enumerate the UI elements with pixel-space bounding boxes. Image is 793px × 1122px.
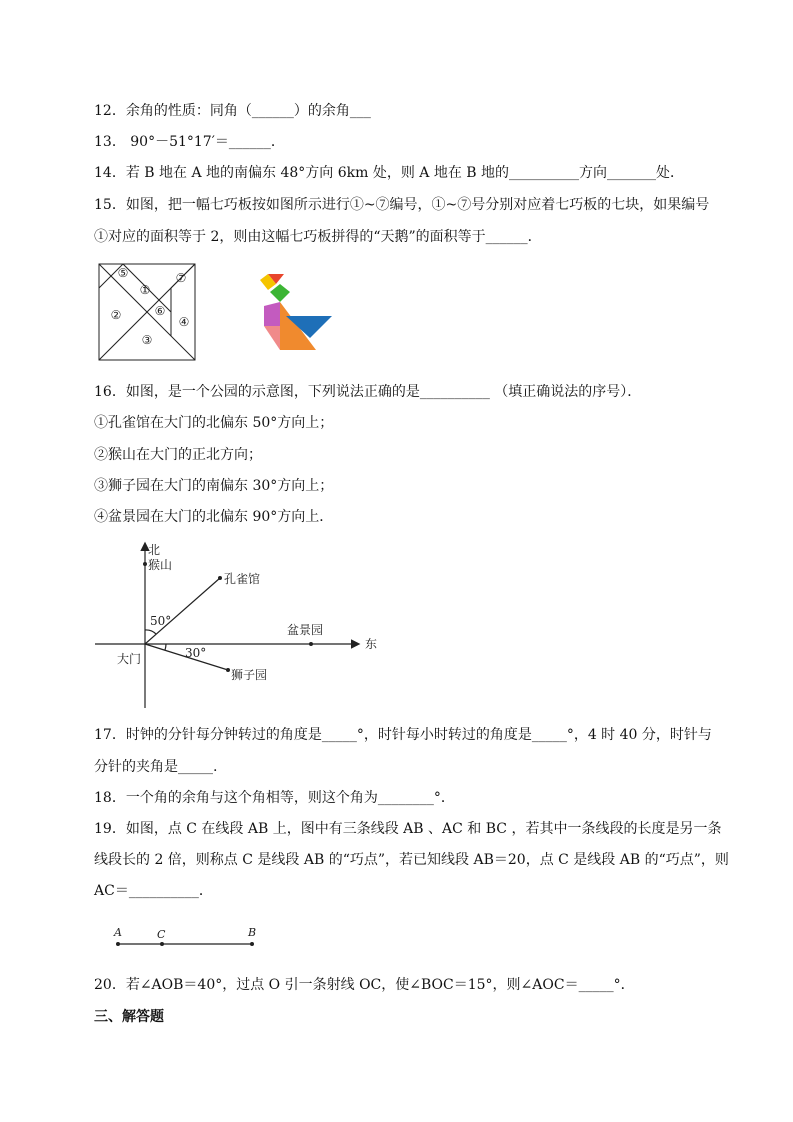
question-17-line2: 分针的夹角是_____. — [94, 759, 218, 775]
question-16-option-3: ③狮子园在大门的南偏东 30°方向上； — [94, 478, 334, 494]
question-16-option-2: ②猴山在大门的正北方向； — [94, 447, 262, 463]
label-angle-30: 30° — [185, 646, 207, 660]
label-peacock: 孔雀馆 — [224, 572, 261, 586]
tangram-label-6: ⑥ — [154, 304, 166, 318]
question-13: 13． 90°－51°17′＝______． — [94, 134, 285, 150]
question-19-line2: 线段长的 2 倍，则称点 C 是线段 AB 的“巧点”，若已知线段 AB＝20，点 C 是线段 AB 的“巧点”，则 — [94, 852, 729, 868]
tangram-label-5: ⑤ — [117, 266, 129, 280]
monkey-point — [143, 562, 147, 566]
angle-arc-north — [145, 630, 156, 634]
tangram-label-3: ③ — [141, 333, 153, 347]
angle-arc-south — [165, 644, 166, 650]
question-15-line2: ①对应的面积等于 2，则由这幅七巧板拼得的“天鹅”的面积等于______． — [94, 229, 542, 245]
question-17-line1: 17．时钟的分针每分钟转过的角度是_____°，时针每小时转过的角度是_____°，4 时 40 分，时针与 — [94, 727, 712, 743]
swan-body-pink — [264, 326, 280, 350]
swan-picture — [258, 270, 334, 354]
tangram-label-1: ① — [139, 283, 151, 297]
tangram-figure — [94, 260, 200, 364]
question-16-option-1: ①孔雀馆在大门的北偏东 50°方向上； — [94, 415, 334, 431]
swan-body-left — [264, 302, 280, 326]
bonsai-point — [309, 642, 313, 646]
point-c — [160, 942, 164, 946]
lion-point — [226, 668, 230, 672]
label-a: A — [114, 926, 122, 939]
swan-neck — [270, 284, 290, 302]
peacock-ray — [145, 578, 220, 644]
segment-figure — [110, 924, 266, 954]
question-15-line1: 15．如图，把一幅七巧板按如图所示进行①~⑦编号，①~⑦号分别对应着七巧板的七块，如果编号 — [94, 197, 710, 213]
question-16-option-4: ④盆景园在大门的北偏东 90°方向上． — [94, 509, 334, 525]
label-monkey: 猴山 — [148, 558, 173, 572]
label-angle-50: 50° — [150, 614, 172, 628]
label-east: 东 — [365, 637, 378, 651]
point-a — [116, 942, 120, 946]
label-c: C — [157, 928, 166, 941]
point-b — [250, 942, 254, 946]
label-lion: 狮子园 — [231, 668, 268, 682]
question-18: 18．一个角的余角与这个角相等，则这个角为________°． — [94, 790, 455, 806]
label-origin: 大门 — [117, 652, 142, 666]
park-map-diagram — [90, 536, 390, 712]
question-19-line1: 19．如图，点 C 在线段 AB 上，图中有三条线段 AB 、AC 和 BC ，若其中一条线段的长度是另一条 — [94, 821, 722, 837]
tangram-label-7: ⑦ — [175, 271, 187, 285]
label-bonsai: 盆景园 — [287, 623, 324, 637]
question-19-line3: AC＝__________． — [94, 883, 213, 899]
tangram-label-2: ② — [110, 308, 122, 322]
question-14: 14．若 B 地在 A 地的南偏东 48°方向 6km 处，则 A 地在 B 地的__________方向_______处． — [94, 165, 685, 181]
label-north: 北 — [148, 543, 161, 557]
question-12: 12．余角的性质：同角（______）的余角___ — [94, 103, 371, 119]
section-3-heading: 三、解答题 — [94, 1009, 164, 1025]
peacock-point — [218, 576, 222, 580]
question-16-stem: 16．如图，是一个公园的示意图，下列说法正确的是__________ （填正确说法的序号）． — [94, 384, 642, 400]
question-20: 20．若∠AOB＝40°，过点 O 引一条射线 OC，使∠BOC＝15°，则∠AOC＝_____°． — [94, 977, 635, 993]
tangram-label-4: ④ — [178, 315, 190, 329]
label-b: B — [248, 926, 257, 939]
